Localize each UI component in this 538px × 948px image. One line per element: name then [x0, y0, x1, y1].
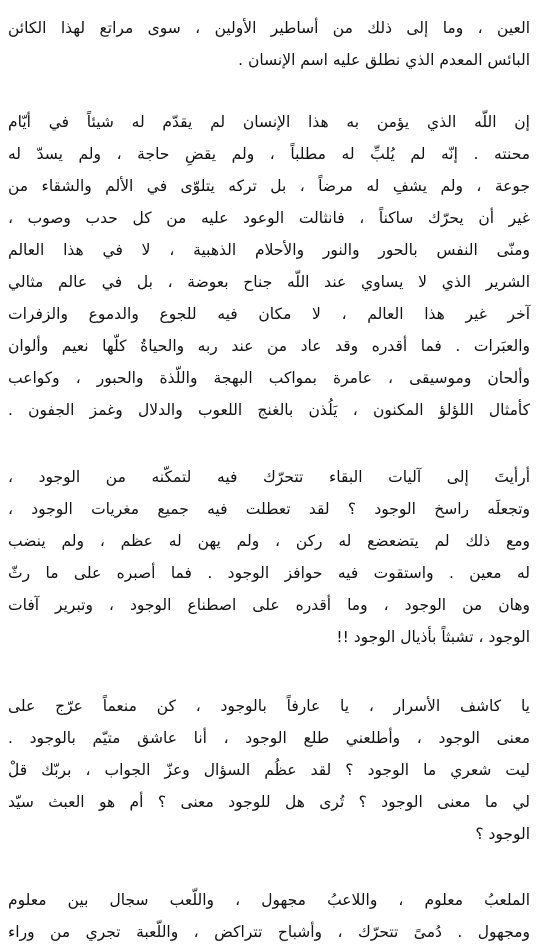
text-line: غير أن يحرّك ساكناً ، فانثالت الوعود عليه من كل حدب وصوب ، — [8, 209, 530, 227]
paragraph-1 — [8, 12, 530, 76]
text-line: محنته . إنّه لم يُلبِّ له مطلباً ، ولم يقضِ حاجة ، ولم يسدّ له — [8, 145, 530, 163]
document-page — [8, 0, 530, 941]
text-line: العين ، وما إلى ذلك من أساطير الأولين ، سوى مراتع لهذا الكائن — [8, 19, 530, 37]
text-line: كأمثال اللؤلؤ المكنون ، يَلُذن بالغنج اللعوب والدلال وغمز الجفون . — [8, 401, 530, 419]
paragraph-4 — [8, 690, 530, 850]
text-line: ومع ذلك لم يتضعضع له ركن ، ولم يهن له عظم ، ولم ينضب — [8, 532, 530, 550]
paragraph-5 — [8, 884, 530, 948]
text-line: الشرير الذي لا يساوي عند اللّه جناح بعوضة ، بل في عالم مثالي — [8, 273, 530, 291]
text-line: والعبَرات . فما أقدره وقد عاد من عند ربه والحياةُ كلّها نعيم وألوان — [8, 337, 530, 355]
text-line: معنى الوجود ، وأطلعني طلع الوجود ، أنا عاشق متيّم بالوجود . — [8, 729, 530, 747]
text-line: وهان من الوجود ، وما أقدره على اصطناع الوجود ، وتبرير آفات — [8, 596, 530, 614]
text-line: يا كاشف الأسرار ، يا عارفاً بالوجود ، كن منعماً عرّج على — [8, 697, 530, 715]
text-line: آخر غير هذا العالم ، لا مكان فيه للجوع والدموع والزفرات — [8, 305, 530, 323]
text-line: وألحان وموسيقى ، عامرة بمواكب البهجة واللّذة والحبور ، وكواعب — [8, 369, 530, 387]
text-line: وتجعلَه راسخ الوجود ؟ لقد تعطلت فيه جميع مغريات الوجود ، — [8, 500, 530, 518]
text-line: جوعة ، ولم يشفِ له مرضاً ، بل تركه يتلوّى في الألم والشقاء من — [8, 177, 530, 195]
text-line: ومنّى النفس بالحور والنور والأحلام الذهبية ، لا في هذا العالم — [8, 241, 530, 259]
paragraph-2 — [8, 106, 530, 426]
text-line: الملعبُ معلوم ، واللاعبُ مجهول ، واللّعب سجال بين معلوم — [8, 891, 530, 909]
text-line: ومجهول . دُمىً تتحرّك ، وأشباح تتراكض ، واللّعبة تجري من وراء — [8, 923, 530, 941]
text-line: لي ما معنى الوجود ؟ تُرى هل للوجود معنى ؟ أم هو العبث سيّد — [8, 793, 530, 811]
paragraph-3 — [8, 461, 530, 653]
text-line: الوجود ، تشبثاً بأذيال الوجود !! — [336, 628, 530, 646]
text-line: إن اللّه الذي يؤمن به هذا الإنسان لم يقدّم له شيئاً في أيّام — [8, 113, 530, 131]
text-line: الوجود ؟ — [475, 825, 530, 843]
text-line: البائس المعدم الذي نطلق عليه اسم الإنسان . — [238, 51, 530, 69]
text-line: ليت شعري ما الوجود ؟ لقد عظُم السؤال وعزّ الجواب ، بربّك قلْ — [8, 761, 530, 779]
text-line: أرأيتَ إلى آليات البقاء تتحرّك فيه لتمكّنه من الوجود ، — [8, 468, 530, 486]
text-line: له معين . واستقوت فيه حوافز الوجود . فما أصبره على ما رثّ — [8, 564, 530, 582]
